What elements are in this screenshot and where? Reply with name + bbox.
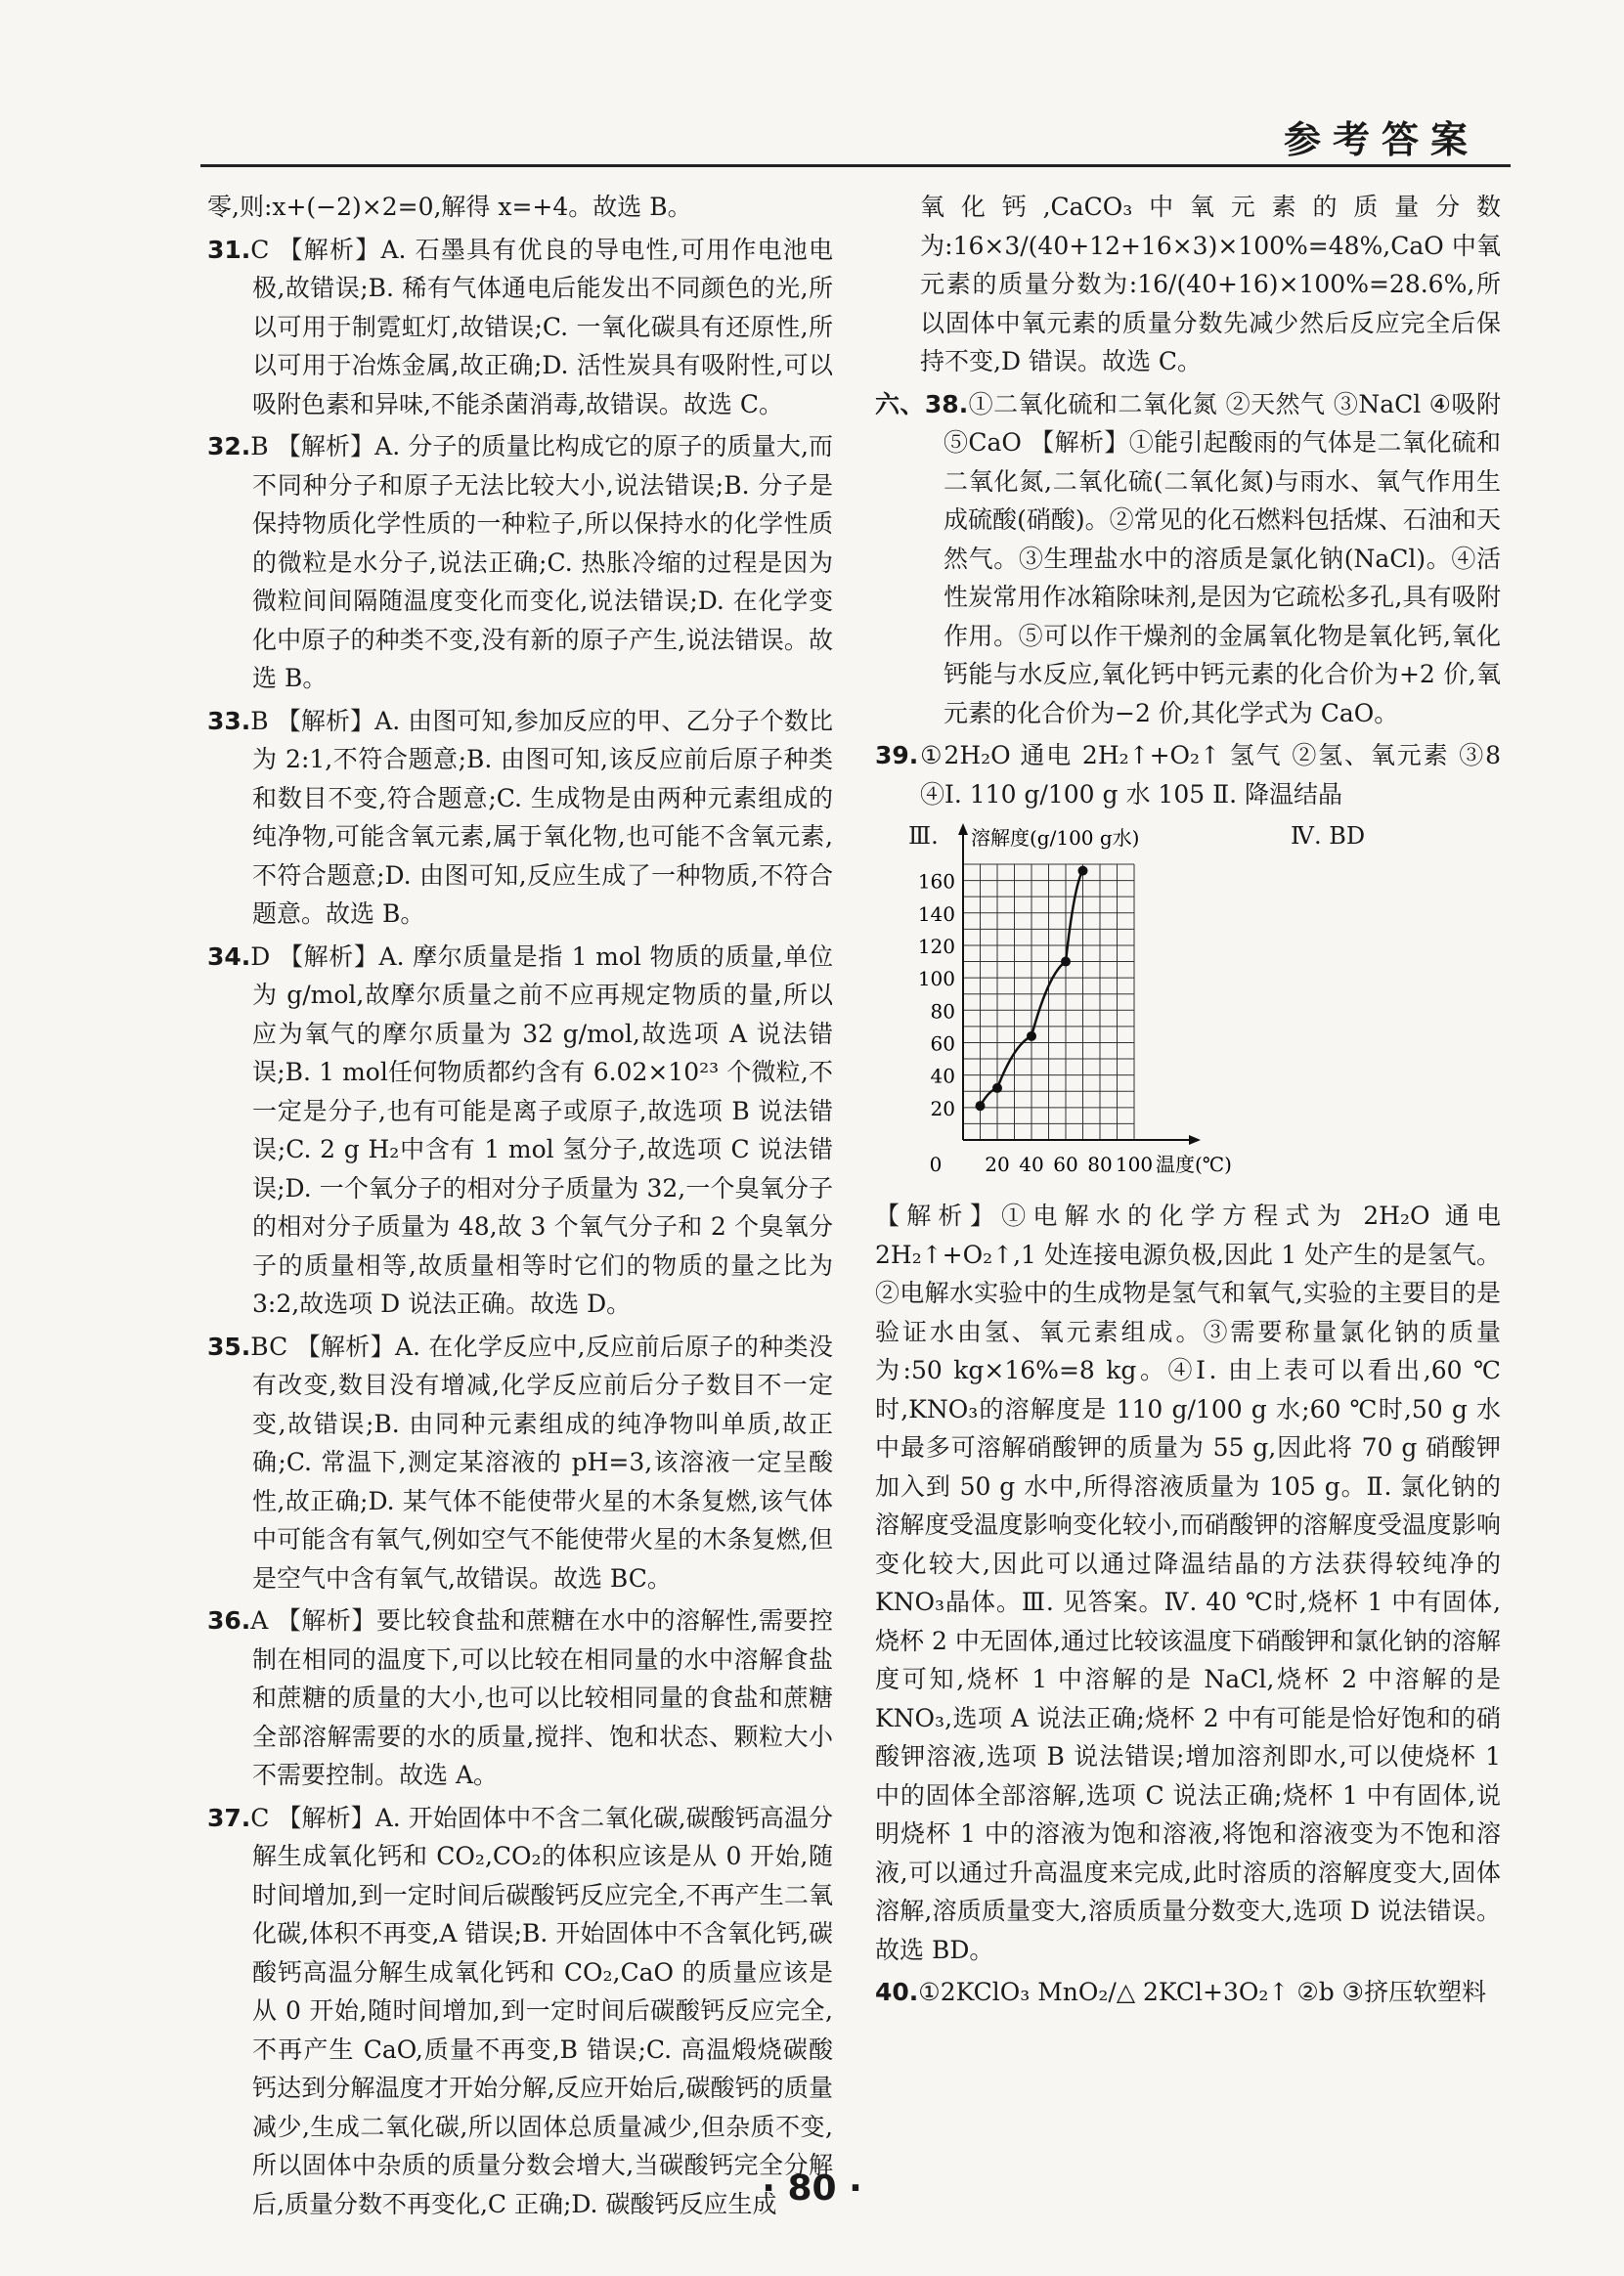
x-tick-label: 40 <box>1019 1153 1044 1176</box>
right-column <box>875 188 1501 2016</box>
solubility-chart-block <box>875 817 1501 1189</box>
y-tick-label: 40 <box>930 1064 955 1088</box>
x-tick-label: 80 <box>1087 1153 1113 1176</box>
answer-30-continuation: 零,则:x+(−2)×2=0,解得 x=+4。故选 B。 <box>207 193 692 221</box>
answer-part-iv: Ⅳ. BD <box>1291 822 1366 850</box>
data-point <box>1061 957 1071 967</box>
item-number: 31. <box>207 235 251 264</box>
item-text: B 【解析】A. 分子的质量比构成它的原子的质量大,而不同种分子和原子无法比较大小,说法错误;B. 分子是保持物质化学性质的一种粒子,所以保持水的化学性质的微粒是水分子,说法正确;C. 热胀冷缩的过程是因为微粒间间隔随温度变化而变化,说法错误;D. 在化学变化中原子的种类不变,没有新的原子产生,说法错误。故选 B。 <box>250 432 833 692</box>
y-tick-label: 80 <box>930 999 955 1024</box>
x-axis-arrow <box>1189 1135 1201 1145</box>
data-point <box>976 1101 986 1111</box>
answer-item-40 <box>875 1973 1501 2012</box>
item-text: ①二氧化硫和二氧化氮 ②天然气 ③NaCl ④吸附 ⑤CaO 【解析】①能引起酸雨的气体是二氧化硫和二氧化氮,二氧化硫(二氧化氮)与雨水、氧气作用生成硫酸(硝酸)。②常见的化石燃料包括煤、石油和天然气。③生理盐水中的溶质是氯化钠(NaCl)。④活性炭常用作冰箱除味剂,是因为它疏松多孔,具有吸附作用。⑤可以作干燥剂的金属氧化物是氧化钙,氧化钙能与水反应,氧化钙中钙元素的化合价为+2 价,氧元素的化合价为−2 价,其化学式为 CaO。 <box>944 389 1501 727</box>
item-text: C 【解析】A. 开始固体中不含二氧化碳,碳酸钙高温分解生成氧化钙和 CO₂,CO₂的体积应该是从 0 开始,随时间增加,到一定时间后碳酸钙反应完全,不再产生二氧化碳,体积不再变,A 错误;B. 开始固体中不含氧化钙,碳酸钙高温分解生成氧化钙和 CO₂,CaO 的质量应该是从 0 开始,随时间增加,到一定时间后碳酸钙反应完全,不再产生 CaO,质量不再变,B 错误;C. 高温煅烧碳酸钙达到分解温度才开始分解,反应开始后,碳酸钙的质量减少,生成二氧化碳,所以固体总质量减少,但杂质不变,所以固体中杂质的质量分数会增大,当碳酸钙完全分解后,质量分数不再变化,C 正确;D. 碳酸钙反应生成 <box>250 1803 833 2218</box>
x-tick-label: 60 <box>1053 1153 1078 1176</box>
item-text: ①2KClO₃ MnO₂/△ 2KCl+3O₂↑ ②b ③挤压软塑料 <box>918 1978 1487 2006</box>
item-number: 35. <box>207 1332 251 1361</box>
left-column <box>207 188 833 2227</box>
item-number: 39. <box>875 741 919 769</box>
y-axis-title: 溶解度(g/100 g水) <box>971 826 1140 850</box>
answer-37-continuation: 氧化钙,CaCO₃中氧元素的质量分数为:16×3/(40+12+16×3)×100%=48%,CaO 中氧元素的质量分数为:16/(40+16)×100%=28.6%,所以固体中氧元素的质量分数先减少然后反应完全后保持不变,D 错误。故选 C。 <box>920 193 1501 375</box>
y-tick-label: 20 <box>930 1096 955 1120</box>
item-number: 六、38. <box>875 389 969 418</box>
data-point <box>1078 866 1088 876</box>
item-number: 34. <box>207 941 251 971</box>
solubility-chart <box>875 817 1501 1189</box>
chart-part-label: Ⅲ. <box>908 822 939 850</box>
answer-item-36 <box>207 1601 833 1795</box>
item-text: D 【解析】A. 摩尔质量是指 1 mol 物质的质量,单位为 g/mol,故摩尔质量之前不应再规定物质的量,所以应为氧气的摩尔质量为 32 g/mol,故选项 A 说法错误;B. 1 mol任何物质都约含有 6.02×10²³ 个微粒,不一定是分子,也有可能是离子或原子,故选项 B 说法错误;C. 2 g H₂中含有 1 mol 氢分子,故选项 C 说法错误;D. 一个氧分子的相对分子质量为 32,一个臭氧分子的相对分子质量为 48,故 3 个氧气分子和 2 个臭氧分子的质量相等,故质量相等时它们的物质的量之比为 3:2,故选项 D 说法正确。故选 D。 <box>250 941 833 1318</box>
x-axis-title: 温度(℃) <box>1156 1153 1232 1176</box>
y-axis-arrow <box>958 823 968 835</box>
item-number: 37. <box>207 1803 251 1832</box>
y-tick-label: 100 <box>917 967 955 991</box>
item-text: ①2H₂O 通电 2H₂↑+O₂↑ 氢气 ②氢、氧元素 ③8 ④Ⅰ. 110 g/100 g 水 105 Ⅱ. 降温结晶 <box>918 741 1501 809</box>
answer-item-31 <box>207 231 833 424</box>
answer-item-33 <box>207 702 833 934</box>
answer-item-34 <box>207 938 833 1324</box>
answer-item-38 <box>875 385 1501 733</box>
x-tick-label: 100 <box>1115 1153 1154 1176</box>
answer-item-32 <box>207 427 833 698</box>
answer-item-37 <box>207 1799 833 2224</box>
page-header-title: 参考答案 <box>1283 118 1479 161</box>
item-text: BC 【解析】A. 在化学反应中,反应前后原子的种类没有改变,数目没有增减,化学反应前后分子数目不一定变,故错误;B. 由同种元素组成的纯净物叫单质,故正确;C. 常温下,测定某溶液的 pH=3,该溶液一定呈酸性,故正确;D. 某气体不能使带火星的木条复燃,该气体中可能含有氧气,例如空气不能使带火星的木条复燃,但是空气中含有氧气,故错误。故选 BC。 <box>250 1332 833 1593</box>
x-tick-label: 20 <box>985 1153 1010 1176</box>
item-text: A 【解析】要比较食盐和蔗糖在水中的溶解性,需要控制在相同的温度下,可以比较在相同量的水中溶解食盐和蔗糖的质量的大小,也可以比较相同量的食盐和蔗糖全部溶解需要的水的质量,搅拌、饱和状态、颗粒大小不需要控制。故选 A。 <box>250 1606 833 1789</box>
data-point <box>1027 1031 1036 1041</box>
y-tick-label: 120 <box>917 934 955 958</box>
answer-item-35 <box>207 1328 833 1598</box>
item-text: B 【解析】A. 由图可知,参加反应的甲、乙分子个数比为 2:1,不符合题意;B. 由图可知,该反应前后原子种类和数目不变,符合题意;C. 生成物是由两种元素组成的纯净物,可能含氧元素,属于氧化物,也可能不含氧元素,不符合题意;D. 由图可知,反应生成了一种物质,不符合题意。故选 B。 <box>250 706 833 928</box>
item-number: 32. <box>207 432 251 460</box>
y-tick-label: 140 <box>917 901 955 926</box>
data-point <box>992 1083 1002 1093</box>
analysis-39: 【解析】①电解水的化学方程式为 2H₂O 通电 2H₂↑+O₂↑,1 处连接电源负极,因此 1 处产生的是氢气。②电解水实验中的生成物是氢气和氧气,实验的主要目的是验证水由氢、氧元素组成。③需要称量氯化钠的质量为:50 kg×16%=8 kg。④Ⅰ. 由上表可以看出,60 ℃时,KNO₃的溶解度是 110 g/100 g 水;60 ℃时,50 g 水中最多可溶解硝酸钾的质量为 55 g,因此将 70 g 硝酸钾加入到 50 g 水中,所得溶液质量为 105 g。Ⅱ. 氯化钠的溶解度受温度影响变化较小,而硝酸钾的溶解度受温度影响变化较大,因此可以通过降温结晶的方法获得较纯净的 KNO₃晶体。Ⅲ. 见答案。Ⅳ. 40 ℃时,烧杯 1 中有固体,烧杯 2 中无固体,通过比较该温度下硝酸钾和氯化钠的溶解度可知,烧杯 1 中溶解的是 NaCl,烧杯 2 中溶解的是 KNO₃,选项 A 说法正确;烧杯 2 中有可能是恰好饱和的硝酸钾溶液,选项 B 说法错误;增加溶剂即水,可以使烧杯 1 中的固体全部溶解,选项 C 说法正确;烧杯 1 中有固体,说明烧杯 1 中的溶液为饱和溶液,将饱和溶液变为不饱和溶液,可以通过升高温度来完成,此时溶质的溶解度变大,固体溶解,溶质质量变大,溶质质量分数变大,选项 D 说法错误。故选 BD。 <box>875 1202 1501 1964</box>
item-number: 36. <box>207 1606 251 1635</box>
item-number: 33. <box>207 706 251 735</box>
page-number: · 80 · <box>762 2168 862 2209</box>
item-number: 40. <box>875 1978 919 2006</box>
header-divider <box>200 164 1511 167</box>
answer-item-39 <box>875 736 1501 813</box>
x-tick-label: 0 <box>929 1153 943 1176</box>
item-text: C 【解析】A. 石墨具有优良的导电性,可用作电池电极,故错误;B. 稀有气体通电后能发出不同颜色的光,所以可用于制霓虹灯,故错误;C. 一氧化碳具有还原性,所以可用于冶炼金属,故正确;D. 活性炭具有吸附性,可以吸附色素和异味,不能杀菌消毒,故错误。故选 C。 <box>250 235 833 418</box>
y-tick-label: 60 <box>930 1031 955 1056</box>
y-tick-label: 160 <box>917 869 955 894</box>
